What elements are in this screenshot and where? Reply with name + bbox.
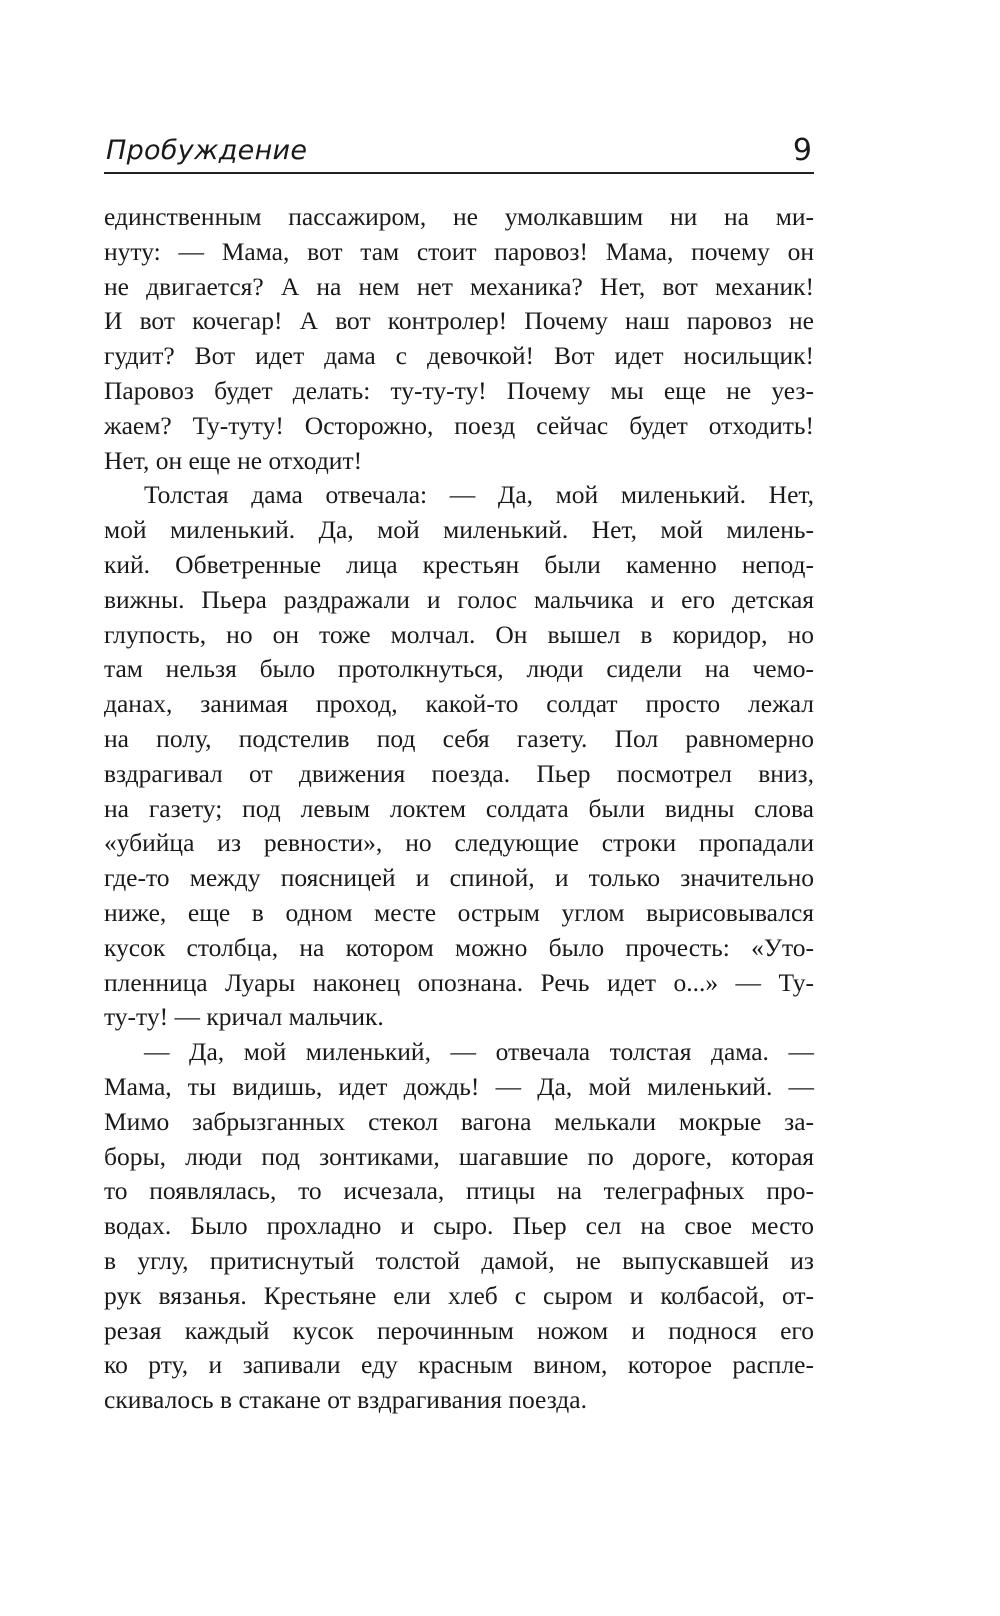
text-line: в углу, притиснутый толстой дамой, не выпускавшей из — [104, 1245, 814, 1275]
text-line: кусок столбца, на котором можно было прочесть: «Уто- — [104, 932, 814, 962]
text-line: то появлялась, то исчезала, птицы на телеграфных про- — [104, 1176, 814, 1206]
text-line: где-то между поясницей и спиной, и только значительно — [104, 863, 814, 893]
text-line: боры, люди под зонтиками, шагавшие по дороге, которая — [104, 1141, 814, 1171]
book-page — [104, 133, 814, 1418]
text-line: «убийца из ревности», но следующие строки пропадали — [104, 828, 814, 858]
text-line: данах, занимая проход, какой-то солдат просто лежал — [104, 689, 814, 719]
text-line: вижны. Пьера раздражали и голос мальчика и его детская — [104, 584, 814, 614]
text-line: ту-ту! — кричал мальчик. — [104, 1002, 384, 1032]
text-line: жаем? Ту-туту! Осторожно, поезд сейчас будет отходить! — [104, 410, 814, 440]
text-line: водах. Было прохладно и сыро. Пьер сел на свое место — [104, 1211, 814, 1241]
text-line: вздрагивал от движения поезда. Пьер посмотрел вниз, — [104, 758, 814, 788]
text-line: Толстая дама отвечала: — Да, мой миленький. Нет, — [144, 480, 814, 510]
running-title: Пробуждение — [106, 135, 308, 166]
text-line: Паровоз будет делать: ту-ту-ту! Почему мы еще не уез- — [104, 375, 814, 405]
text-line: ниже, еще в одном месте острым углом вырисовывался — [104, 897, 814, 927]
text-line: Нет, он еще не отходит! — [104, 445, 363, 475]
text-line: на полу, подстелив под себя газету. Пол равномерно — [104, 723, 814, 753]
text-line: там нельзя было протолкнуться, люди сидели на чемо- — [104, 654, 814, 684]
text-line: И вот кочегар! А вот контролер! Почему наш паровоз не — [104, 306, 814, 336]
text-line: Мама, ты видишь, идет дождь! — Да, мой миленький. — — [104, 1071, 814, 1101]
text-line: глупость, но он тоже молчал. Он вышел в коридор, но — [104, 619, 814, 649]
body-text — [104, 200, 814, 1418]
text-line: кий. Обветренные лица крестьян были каменно непод- — [104, 549, 814, 579]
text-line: резая каждый кусок перочинным ножом и поднося его — [104, 1315, 814, 1345]
page-number: 9 — [792, 133, 812, 168]
text-line: — Да, мой миленький, — отвечала толстая дама. — — [144, 1037, 814, 1067]
text-line: единственным пассажиром, не умолкавшим ни на ми- — [104, 202, 814, 231]
text-line: мой миленький. Да, мой миленький. Нет, мой милень- — [104, 515, 814, 545]
text-line: рук вязанья. Крестьяне ели хлеб с сыром и колбасой, от- — [104, 1280, 814, 1310]
text-line: не двигается? А на нем нет механика? Нет, вот механик! — [104, 271, 814, 301]
text-line: на газету; под левым локтем солдата были видны слова — [104, 793, 814, 823]
text-line: скивалось в стакане от вздрагивания поезда. — [104, 1385, 587, 1415]
text-line: гудит? Вот идет дама с девочкой! Вот идет носильщик! — [104, 341, 814, 371]
text-line: нуту: — Мама, вот там стоит паровоз! Мама, почему он — [104, 236, 814, 266]
text-line: ко рту, и запивали еду красным вином, которое распле- — [104, 1350, 814, 1380]
running-head — [104, 133, 814, 174]
text-line: Мимо забрызганных стекол вагона мелькали мокрые за- — [104, 1106, 814, 1136]
text-line: пленница Луары наконец опознана. Речь идет о...» — Ту- — [104, 967, 814, 997]
